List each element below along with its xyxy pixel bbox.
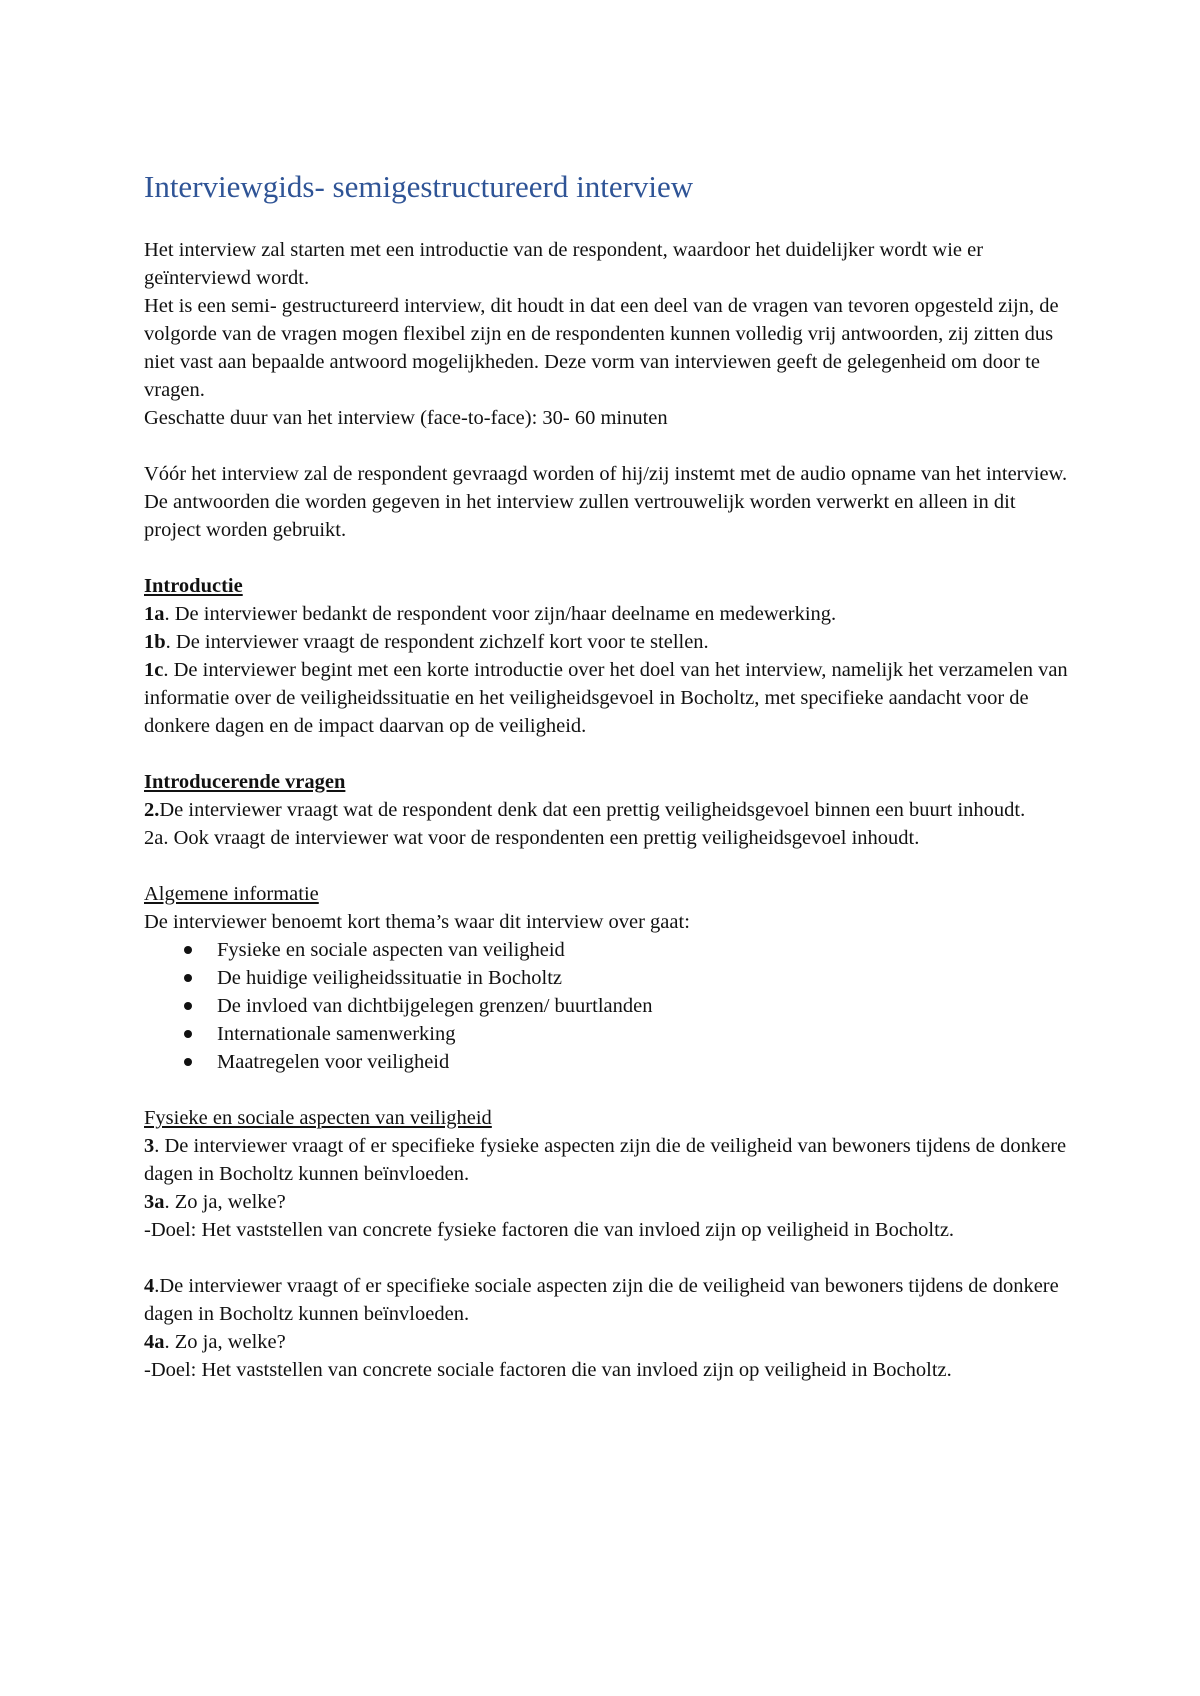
section-heading-introducerend bbox=[144, 768, 1074, 796]
list-item-text: De invloed van dichtbijgelegen grenzen/ buurtlanden bbox=[217, 995, 653, 1017]
list-item bbox=[144, 1020, 1074, 1048]
algemeen-lead: De interviewer benoemt kort thema’s waar dit interview over gaat: bbox=[144, 911, 690, 933]
intro-paragraph-3: Geschatte duur van het interview (face-to-face): 30- 60 minuten bbox=[144, 407, 668, 429]
question-1a bbox=[144, 600, 1074, 628]
bullet-icon bbox=[184, 1002, 192, 1010]
list-item-text: Maatregelen voor veiligheid bbox=[217, 1051, 450, 1073]
intro-paragraph-1: Het interview zal starten met een introductie van de respondent, waardoor het duidelijker wordt wie er geïnterviewd wordt. bbox=[144, 239, 984, 289]
question-1c bbox=[144, 656, 1074, 740]
list-item bbox=[144, 1048, 1074, 1076]
question-1b bbox=[144, 628, 1074, 656]
bullet-icon bbox=[184, 946, 192, 954]
question-3-text: . De interviewer vraagt of er specifieke fysieke aspecten zijn die de veiligheid van bewoners tijdens de donkere dagen in Bocholtz kunnen beïnvloeden. bbox=[144, 1135, 1067, 1185]
question-3 bbox=[144, 1132, 1074, 1188]
question-4 bbox=[144, 1272, 1074, 1328]
spacer bbox=[144, 544, 1074, 572]
bullet-icon bbox=[184, 1058, 192, 1066]
list-item bbox=[144, 936, 1074, 964]
section-heading-fysiek-text: Fysieke en sociale aspecten van veiligheid bbox=[144, 1107, 492, 1129]
spacer bbox=[144, 852, 1074, 880]
section-heading-algemeen bbox=[144, 880, 1074, 908]
section-heading-introducerend-text: Introducerende vragen bbox=[144, 771, 346, 793]
question-2 bbox=[144, 796, 1074, 824]
list-item bbox=[144, 992, 1074, 1020]
question-1a-text: . De interviewer bedankt de respondent voor zijn/haar deelname en medewerking. bbox=[164, 603, 837, 625]
document-title: Interviewgids- semigestructureerd interview bbox=[144, 169, 694, 204]
question-4a-text: . Zo ja, welke? bbox=[164, 1331, 286, 1353]
spacer bbox=[144, 1244, 1074, 1272]
question-4-text: .De interviewer vraagt of er specifieke sociale aspecten zijn die de veiligheid van bewoners tijdens de donkere dagen in Bocholtz kunnen beïnvloeden. bbox=[144, 1275, 1059, 1325]
list-item-text: De huidige veiligheidssituatie in Bocholtz bbox=[217, 967, 563, 989]
section-heading-introductie-text: Introductie bbox=[144, 575, 243, 597]
question-4a-label: 4a bbox=[144, 1331, 165, 1353]
list-item bbox=[144, 964, 1074, 992]
question-4-label: 4 bbox=[144, 1275, 155, 1297]
question-1a-label: 1a bbox=[144, 603, 165, 625]
spacer bbox=[144, 740, 1074, 768]
section-heading-introductie bbox=[144, 572, 1074, 600]
question-2-label: 2. bbox=[144, 799, 160, 821]
question-1b-text: . De interviewer vraagt de respondent zichzelf kort voor te stellen. bbox=[165, 631, 709, 653]
document-body bbox=[144, 236, 1074, 1384]
spacer bbox=[144, 1076, 1074, 1104]
bullet-icon bbox=[184, 1030, 192, 1038]
question-3-goal: -Doel: Het vaststellen van concrete fysieke factoren die van invloed zijn op veiligheid in Bocholtz. bbox=[144, 1219, 955, 1241]
intro-paragraph-2: Het is een semi- gestructureerd interview, dit houdt in dat een deel van de vragen van tevoren opgesteld zijn, de volgorde van de vragen mogen flexibel zijn en de respondenten kunnen volledig vrij antwoorden, zij zitten dus niet vast aan bepaalde antwoord mogelijkheden. Deze vorm van interviewen geeft de gelegenheid om door te vragen. bbox=[144, 295, 1059, 401]
bullet-icon bbox=[184, 974, 192, 982]
question-3-label: 3 bbox=[144, 1135, 155, 1157]
question-1c-label: 1c bbox=[144, 659, 164, 681]
list-item-text: Fysieke en sociale aspecten van veiligheid bbox=[217, 939, 565, 961]
question-2-text: De interviewer vraagt wat de respondent denk dat een prettig veiligheidsgevoel binnen een buurt inhoudt. bbox=[159, 799, 1026, 821]
theme-list bbox=[144, 936, 1074, 1076]
spacer bbox=[144, 432, 1074, 460]
section-heading-fysiek bbox=[144, 1104, 1074, 1132]
question-1b-label: 1b bbox=[144, 631, 166, 653]
section-heading-algemeen-text: Algemene informatie bbox=[144, 883, 319, 905]
intro-paragraph-4: Vóór het interview zal de respondent gevraagd worden of hij/zij instemt met de audio opname van het interview. De antwoorden die worden gegeven in het interview zullen vertrouwelijk worden verwerkt en alleen in dit project worden gebruikt. bbox=[144, 463, 1068, 541]
question-4a bbox=[144, 1328, 1074, 1356]
question-4-goal: -Doel: Het vaststellen van concrete sociale factoren die van invloed zijn op veiligheid in Bocholtz. bbox=[144, 1359, 952, 1381]
question-3a bbox=[144, 1188, 1074, 1216]
question-1c-text: . De interviewer begint met een korte introductie over het doel van het interview, namelijk het verzamelen van informatie over de veiligheidssituatie en het veiligheidsgevoel in Bocholtz, met specifieke aandacht voor de donkere dagen en de impact daarvan op de veiligheid. bbox=[144, 659, 1068, 737]
question-3a-label: 3a bbox=[144, 1191, 165, 1213]
question-2a: 2a. Ook vraagt de interviewer wat voor de respondenten een prettig veiligheidsgevoel inhoudt. bbox=[144, 827, 920, 849]
question-3a-text: . Zo ja, welke? bbox=[164, 1191, 286, 1213]
list-item-text: Internationale samenwerking bbox=[217, 1023, 456, 1045]
